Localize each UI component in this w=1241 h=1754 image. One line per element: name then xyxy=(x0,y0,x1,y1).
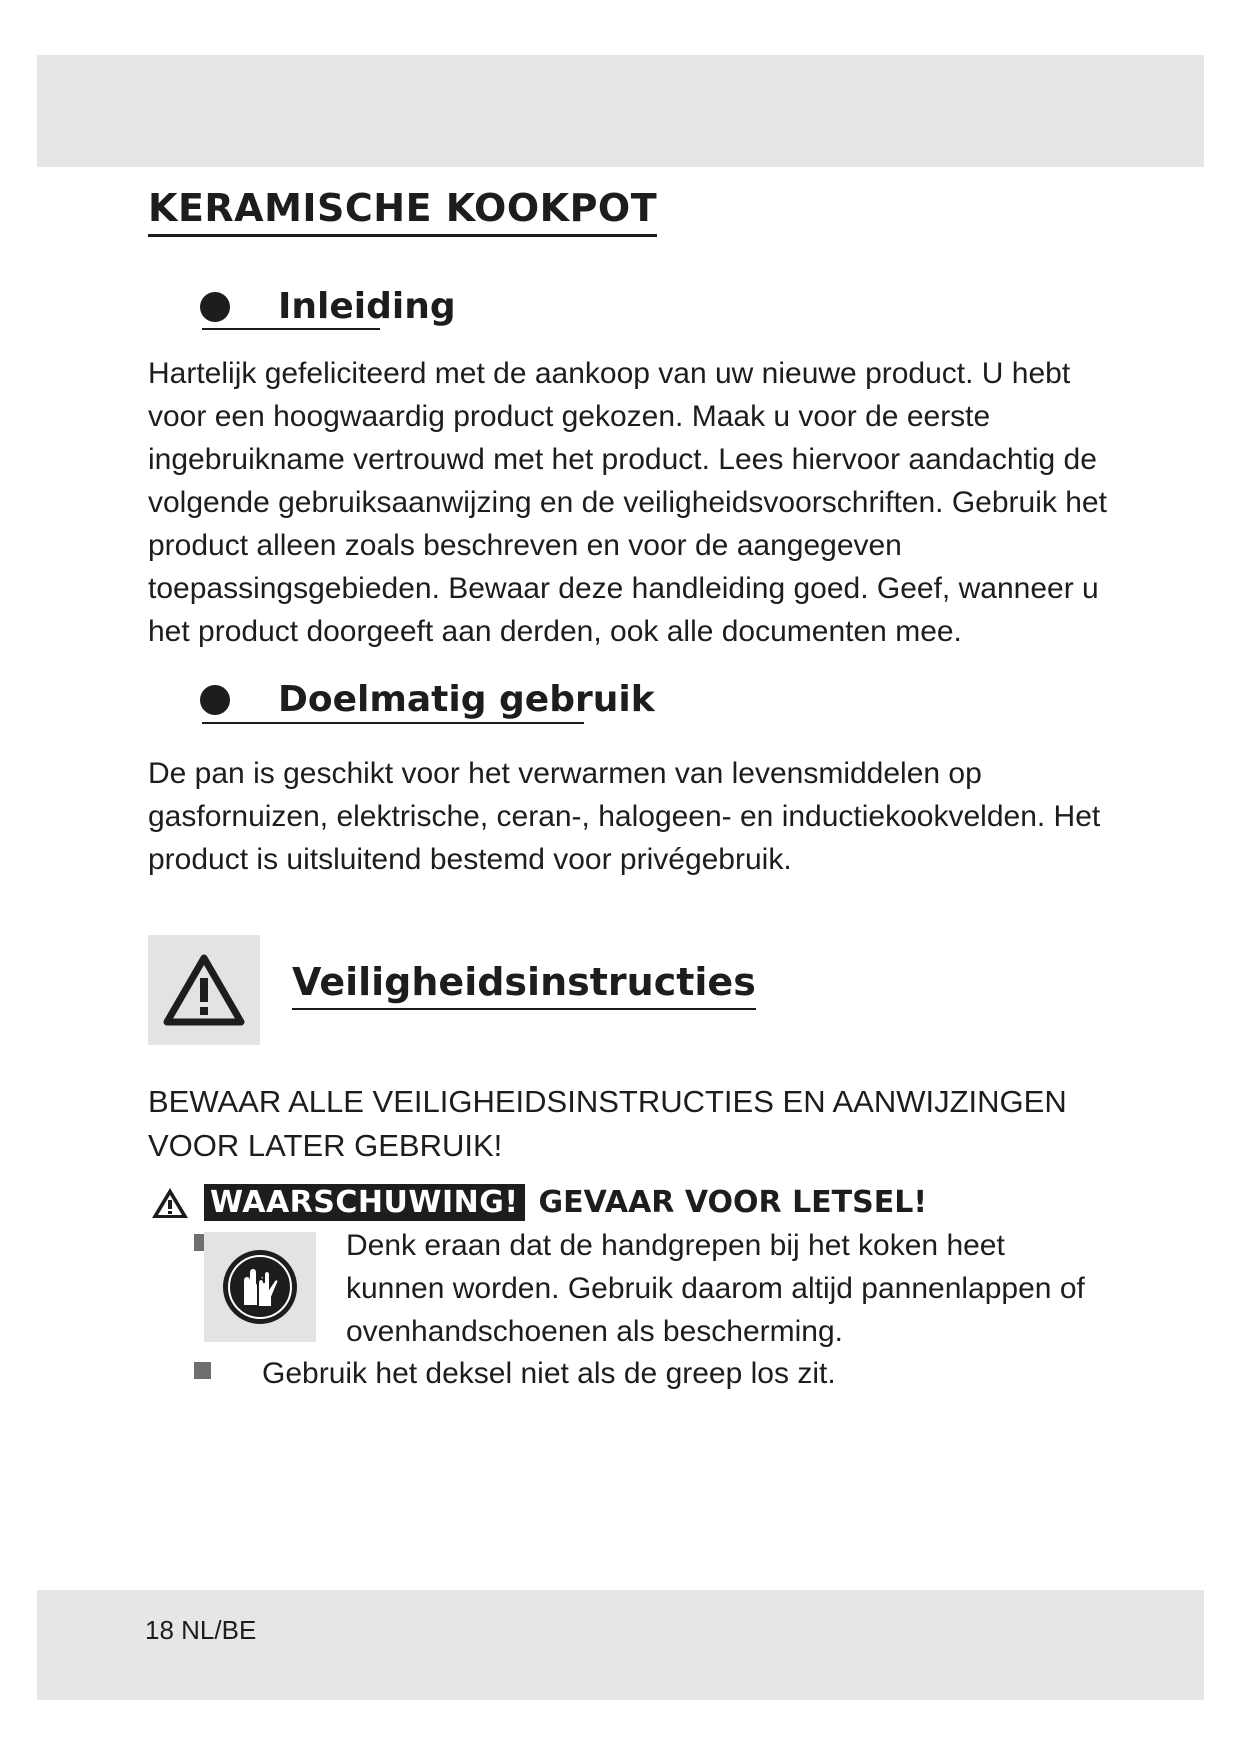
intro-heading-rule xyxy=(202,328,380,330)
warning-triangle-box xyxy=(148,935,260,1045)
page-number: 18 NL/BE xyxy=(145,1615,257,1645)
danger-text: GEVAAR VOOR LETSEL! xyxy=(538,1185,928,1220)
safety-item-2: Gebruik het deksel niet als de greep los zit. xyxy=(262,1357,836,1390)
safety-item-1: Denk eraan dat de handgrepen bij het koken heet kunnen worden. Gebruik daarom altijd pannenlappen of ovenhandschoenen als bescherming. xyxy=(346,1229,1085,1348)
usage-heading: Doelmatig gebruik xyxy=(278,679,655,720)
header-band xyxy=(37,55,1204,167)
glove-symbol-box xyxy=(204,1232,316,1342)
intro-paragraph: Hartelijk gefeliciteerd met de aankoop van uw nieuwe product. U hebt voor een hoogwaardig product gekozen. Maak u voor de eerste ingebruikname vertrouwd met het product. Lees hiervoor aandachtig de volgende gebruiksaanwijzing en de veiligheidsvoorschriften. Gebruik het product alleen zoals beschreven en voor de aangegeven toepassingsgebieden. Bewaar deze handleiding goed. Geef, wanneer u het product doorgeeft aan derden, ook alle documenten mee. xyxy=(148,357,1107,648)
small-warning-icon xyxy=(150,1186,190,1220)
warning-badge: WAARSCHUWING! xyxy=(204,1184,525,1221)
section-heading-intro xyxy=(200,286,456,327)
page-title: KERAMISCHE KOOKPOT xyxy=(148,186,657,237)
gloves-icon xyxy=(220,1247,300,1327)
section-bullet-icon xyxy=(200,292,230,322)
warning-triangle-icon xyxy=(163,954,245,1026)
usage-heading-rule xyxy=(202,722,584,724)
section-bullet-icon xyxy=(200,685,230,715)
section-heading-usage xyxy=(200,679,655,720)
safety-caps-note: BEWAAR ALLE VEILIGHEIDSINSTRUCTIES EN AANWIJZINGEN VOOR LATER GEBRUIK! xyxy=(148,1084,1067,1163)
square-bullet-icon xyxy=(194,1362,211,1379)
safety-heading: Veiligheidsinstructies xyxy=(292,960,756,1010)
intro-heading: Inleiding xyxy=(278,286,456,327)
usage-paragraph: De pan is geschikt voor het verwarmen van levensmiddelen op gasfornuizen, elektrische, ceran-, halogeen- en inductiekookvelden. Het product is uitsluitend bestemd voor privégebruik. xyxy=(148,757,1101,876)
warning-line xyxy=(150,1184,927,1221)
